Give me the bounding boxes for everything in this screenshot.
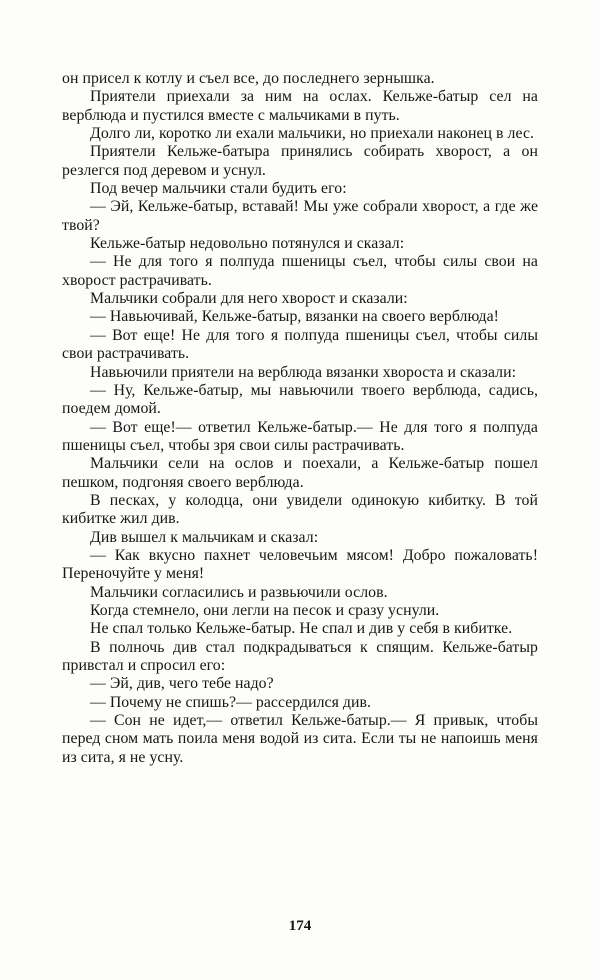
paragraph: Когда стемнело, они легли на песок и сразу уснули. bbox=[90, 601, 440, 619]
paragraph: — Эй, див, чего тебе надо? bbox=[90, 675, 274, 693]
page-number: 174 bbox=[288, 918, 312, 934]
paragraph: — Сон не идет,— ответил Кельже-батыр.— Я привык, чтобы перед сном мать поила меня водой из сита. Если ты не напоишь меня из сита, я не усну. bbox=[62, 712, 538, 766]
paragraph: Не спал только Кельже-батыр. Не спал и див у себя в кибитке. bbox=[90, 620, 513, 638]
paragraph: В песках, у колодца, они увидели одинокую кибитку. В той кибитке жил див. bbox=[62, 491, 538, 528]
paragraph: Кельже-батыр недовольно потянулся и сказал: bbox=[90, 235, 405, 253]
paragraph: В полночь див стал подкрадываться к спящим. Кельже-батыр привстал и спросил его: bbox=[62, 638, 538, 674]
body-text bbox=[62, 70, 538, 767]
paragraph: — Ну, Кельже-батыр, мы навьючили твоего верблюда, садись, поедем домой. bbox=[62, 381, 538, 418]
paragraph: Див вышел к мальчикам и сказал: bbox=[90, 528, 319, 546]
paragraph: Приятели приехали за ним на ослах. Кельже-батыр сел на верблюда и пустился вместе с мальчиками в путь. bbox=[62, 88, 538, 124]
paragraph: — Как вкусно пахнет человечьим мясом! Добро пожаловать! Переночуйте у меня! bbox=[62, 546, 538, 583]
paragraph: Навьючили приятели на верблюда вязанки хвороста и сказали: bbox=[90, 363, 517, 381]
paragraph: Мальчики сели на ослов и поехали, а Кельже-батыр пошел пешком, подгоняя своего верблюда. bbox=[62, 455, 538, 491]
paragraph: — Навьючивай, Кельже-батыр, вязанки на своего верблюда! bbox=[90, 308, 499, 326]
paragraph: Долго ли, коротко ли ехали мальчики, но приехали наконец в лес. bbox=[90, 125, 535, 143]
paragraph: Мальчики собрали для него хворост и сказали: bbox=[90, 290, 408, 308]
paragraph: — Почему не спишь?— рассердился див. bbox=[90, 693, 372, 711]
paragraph: — Вот еще! Не для того я полпуда пшеницы съел, чтобы силы свои растрачивать. bbox=[62, 326, 538, 363]
paragraph: — Эй, Кельже-батыр, вставай! Мы уже собрали хворост, а где же твой? bbox=[62, 198, 538, 234]
paragraph: Приятели Кельже-батыра принялись собирать хворост, а он резлегся под деревом и уснул. bbox=[62, 143, 538, 179]
paragraph: он присел к котлу и съел все, до последнего зернышка. bbox=[62, 70, 435, 87]
paragraph: Под вечер мальчики стали будить его: bbox=[90, 180, 347, 198]
paragraph: — Не для того я полпуда пшеницы съел, чтобы силы свои на хворост растрачивать. bbox=[62, 253, 538, 289]
paragraph: Мальчики согласились и развьючили ослов. bbox=[90, 583, 388, 601]
paragraph: — Вот еще!— ответил Кельже-батыр.— Не для того я полпуда пшеницы съел, чтобы зря свои силы растрачивать. bbox=[62, 418, 538, 454]
